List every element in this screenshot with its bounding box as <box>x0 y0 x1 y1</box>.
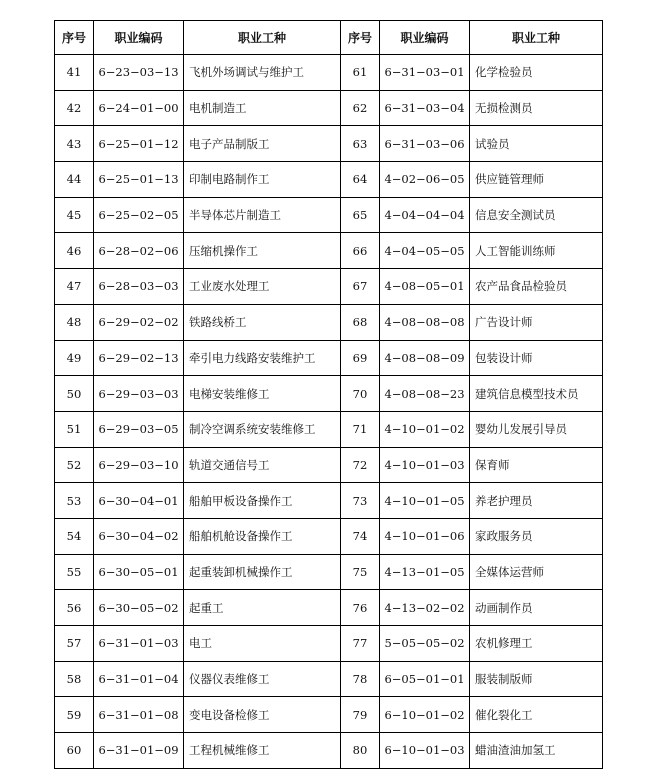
serial-number-cell: 52 <box>55 447 94 483</box>
occupation-code-cell: 6−31−01−04 <box>94 661 184 697</box>
occupation-name-cell: 婴幼儿发展引导员 <box>470 411 603 447</box>
occupation-code-cell: 6−29−03−10 <box>94 447 184 483</box>
table-row <box>55 269 603 305</box>
table-header <box>55 21 603 55</box>
occupation-name-cell: 变电设备检修工 <box>184 697 341 733</box>
occupation-code-cell: 4−13−01−05 <box>380 554 470 590</box>
serial-number-cell: 54 <box>55 518 94 554</box>
header-code-left: 职业编码 <box>94 21 184 55</box>
serial-number-cell: 43 <box>55 126 94 162</box>
table-row <box>55 733 603 769</box>
serial-number-cell: 46 <box>55 233 94 269</box>
occupation-code-cell: 4−08−08−09 <box>380 340 470 376</box>
table-row <box>55 197 603 233</box>
occupation-name-cell: 农产品食品检验员 <box>470 269 603 305</box>
table-row <box>55 304 603 340</box>
occupation-name-cell: 保育师 <box>470 447 603 483</box>
table-row <box>55 626 603 662</box>
occupation-code-cell: 6−25−02−05 <box>94 197 184 233</box>
serial-number-cell: 66 <box>341 233 380 269</box>
table-row <box>55 55 603 91</box>
serial-number-cell: 58 <box>55 661 94 697</box>
occupation-code-cell: 6−31−01−03 <box>94 626 184 662</box>
serial-number-cell: 68 <box>341 304 380 340</box>
occupation-name-cell: 船舶机舱设备操作工 <box>184 518 341 554</box>
occupation-code-cell: 4−10−01−06 <box>380 518 470 554</box>
occupation-code-cell: 4−08−08−23 <box>380 376 470 412</box>
occupation-name-cell: 全媒体运营师 <box>470 554 603 590</box>
occupation-name-cell: 铁路线桥工 <box>184 304 341 340</box>
serial-number-cell: 79 <box>341 697 380 733</box>
serial-number-cell: 41 <box>55 55 94 91</box>
header-serial-left: 序号 <box>55 21 94 55</box>
table-row <box>55 340 603 376</box>
table-row <box>55 697 603 733</box>
occupation-name-cell: 包装设计师 <box>470 340 603 376</box>
occupation-code-cell: 6−29−02−13 <box>94 340 184 376</box>
occupation-code-cell: 6−31−01−09 <box>94 733 184 769</box>
occupation-name-cell: 农机修理工 <box>470 626 603 662</box>
occupation-name-cell: 压缩机操作工 <box>184 233 341 269</box>
serial-number-cell: 42 <box>55 90 94 126</box>
serial-number-cell: 77 <box>341 626 380 662</box>
occupation-code-cell: 4−02−06−05 <box>380 162 470 198</box>
table-row <box>55 376 603 412</box>
occupation-code-cell: 6−29−03−03 <box>94 376 184 412</box>
occupation-name-cell: 电工 <box>184 626 341 662</box>
header-occupation-right: 职业工种 <box>470 21 603 55</box>
serial-number-cell: 57 <box>55 626 94 662</box>
serial-number-cell: 73 <box>341 483 380 519</box>
occupation-name-cell: 起重工 <box>184 590 341 626</box>
occupation-name-cell: 轨道交通信号工 <box>184 447 341 483</box>
table-row <box>55 411 603 447</box>
occupation-code-cell: 4−13−02−02 <box>380 590 470 626</box>
occupation-code-cell: 4−10−01−03 <box>380 447 470 483</box>
occupation-name-cell: 无损检测员 <box>470 90 603 126</box>
occupation-name-cell: 飞机外场调试与维护工 <box>184 55 341 91</box>
occupation-name-cell: 蜡油渣油加氢工 <box>470 733 603 769</box>
occupation-code-cell: 6−10−01−02 <box>380 697 470 733</box>
serial-number-cell: 47 <box>55 269 94 305</box>
occupation-name-cell: 试验员 <box>470 126 603 162</box>
table-row <box>55 126 603 162</box>
occupation-name-cell: 牵引电力线路安装维护工 <box>184 340 341 376</box>
occupation-code-cell: 6−31−03−01 <box>380 55 470 91</box>
occupation-code-cell: 6−29−03−05 <box>94 411 184 447</box>
serial-number-cell: 59 <box>55 697 94 733</box>
table-row <box>55 233 603 269</box>
occupation-code-cell: 4−10−01−02 <box>380 411 470 447</box>
serial-number-cell: 69 <box>341 340 380 376</box>
occupation-code-cell: 4−04−04−04 <box>380 197 470 233</box>
occupation-name-cell: 动画制作员 <box>470 590 603 626</box>
serial-number-cell: 72 <box>341 447 380 483</box>
occupation-code-cell: 6−30−04−02 <box>94 518 184 554</box>
serial-number-cell: 48 <box>55 304 94 340</box>
occupation-code-cell: 6−28−02−06 <box>94 233 184 269</box>
table-row <box>55 661 603 697</box>
occupation-name-cell: 养老护理员 <box>470 483 603 519</box>
occupation-name-cell: 供应链管理师 <box>470 162 603 198</box>
serial-number-cell: 80 <box>341 733 380 769</box>
occupation-code-cell: 6−30−05−01 <box>94 554 184 590</box>
occupation-name-cell: 工程机械维修工 <box>184 733 341 769</box>
serial-number-cell: 44 <box>55 162 94 198</box>
occupation-code-cell: 6−30−04−01 <box>94 483 184 519</box>
occupation-name-cell: 人工智能训练师 <box>470 233 603 269</box>
occupation-table-container <box>54 20 601 769</box>
occupation-name-cell: 半导体芯片制造工 <box>184 197 341 233</box>
table-row <box>55 90 603 126</box>
occupation-name-cell: 电机制造工 <box>184 90 341 126</box>
table-row <box>55 554 603 590</box>
occupation-code-cell: 6−25−01−12 <box>94 126 184 162</box>
occupation-code-cell: 6−29−02−02 <box>94 304 184 340</box>
header-row <box>55 21 603 55</box>
header-serial-right: 序号 <box>341 21 380 55</box>
serial-number-cell: 49 <box>55 340 94 376</box>
serial-number-cell: 56 <box>55 590 94 626</box>
table-row <box>55 590 603 626</box>
occupation-code-cell: 6−25−01−13 <box>94 162 184 198</box>
occupation-name-cell: 信息安全测试员 <box>470 197 603 233</box>
occupation-code-cell: 4−08−05−01 <box>380 269 470 305</box>
occupation-name-cell: 服装制版师 <box>470 661 603 697</box>
serial-number-cell: 63 <box>341 126 380 162</box>
header-occupation-left: 职业工种 <box>184 21 341 55</box>
occupation-code-cell: 6−23−03−13 <box>94 55 184 91</box>
serial-number-cell: 55 <box>55 554 94 590</box>
occupation-code-cell: 6−28−03−03 <box>94 269 184 305</box>
occupation-code-cell: 6−31−03−04 <box>380 90 470 126</box>
table-row <box>55 447 603 483</box>
serial-number-cell: 74 <box>341 518 380 554</box>
occupation-name-cell: 电梯安装维修工 <box>184 376 341 412</box>
serial-number-cell: 50 <box>55 376 94 412</box>
serial-number-cell: 65 <box>341 197 380 233</box>
occupation-code-cell: 4−08−08−08 <box>380 304 470 340</box>
occupation-name-cell: 催化裂化工 <box>470 697 603 733</box>
occupation-name-cell: 制冷空调系统安装维修工 <box>184 411 341 447</box>
occupation-name-cell: 印制电路制作工 <box>184 162 341 198</box>
table-row <box>55 162 603 198</box>
serial-number-cell: 71 <box>341 411 380 447</box>
serial-number-cell: 70 <box>341 376 380 412</box>
serial-number-cell: 62 <box>341 90 380 126</box>
table-row <box>55 483 603 519</box>
occupation-name-cell: 起重装卸机械操作工 <box>184 554 341 590</box>
occupation-code-cell: 6−31−01−08 <box>94 697 184 733</box>
occupation-name-cell: 电子产品制版工 <box>184 126 341 162</box>
header-code-right: 职业编码 <box>380 21 470 55</box>
serial-number-cell: 45 <box>55 197 94 233</box>
occupation-name-cell: 工业废水处理工 <box>184 269 341 305</box>
serial-number-cell: 64 <box>341 162 380 198</box>
serial-number-cell: 60 <box>55 733 94 769</box>
occupation-code-cell: 6−30−05−02 <box>94 590 184 626</box>
occupation-code-cell: 5−05−05−02 <box>380 626 470 662</box>
serial-number-cell: 61 <box>341 55 380 91</box>
occupation-code-cell: 4−10−01−05 <box>380 483 470 519</box>
occupation-code-cell: 6−05−01−01 <box>380 661 470 697</box>
serial-number-cell: 75 <box>341 554 380 590</box>
serial-number-cell: 67 <box>341 269 380 305</box>
occupation-name-cell: 船舶甲板设备操作工 <box>184 483 341 519</box>
occupation-code-cell: 6−10−01−03 <box>380 733 470 769</box>
occupation-name-cell: 化学检验员 <box>470 55 603 91</box>
occupation-name-cell: 建筑信息模型技术员 <box>470 376 603 412</box>
serial-number-cell: 78 <box>341 661 380 697</box>
occupation-code-cell: 4−04−05−05 <box>380 233 470 269</box>
serial-number-cell: 53 <box>55 483 94 519</box>
occupation-code-cell: 6−31−03−06 <box>380 126 470 162</box>
occupation-name-cell: 仪器仪表维修工 <box>184 661 341 697</box>
serial-number-cell: 76 <box>341 590 380 626</box>
occupation-table <box>54 20 603 769</box>
occupation-name-cell: 家政服务员 <box>470 518 603 554</box>
serial-number-cell: 51 <box>55 411 94 447</box>
table-row <box>55 518 603 554</box>
occupation-code-cell: 6−24−01−00 <box>94 90 184 126</box>
table-body <box>55 55 603 769</box>
occupation-name-cell: 广告设计师 <box>470 304 603 340</box>
